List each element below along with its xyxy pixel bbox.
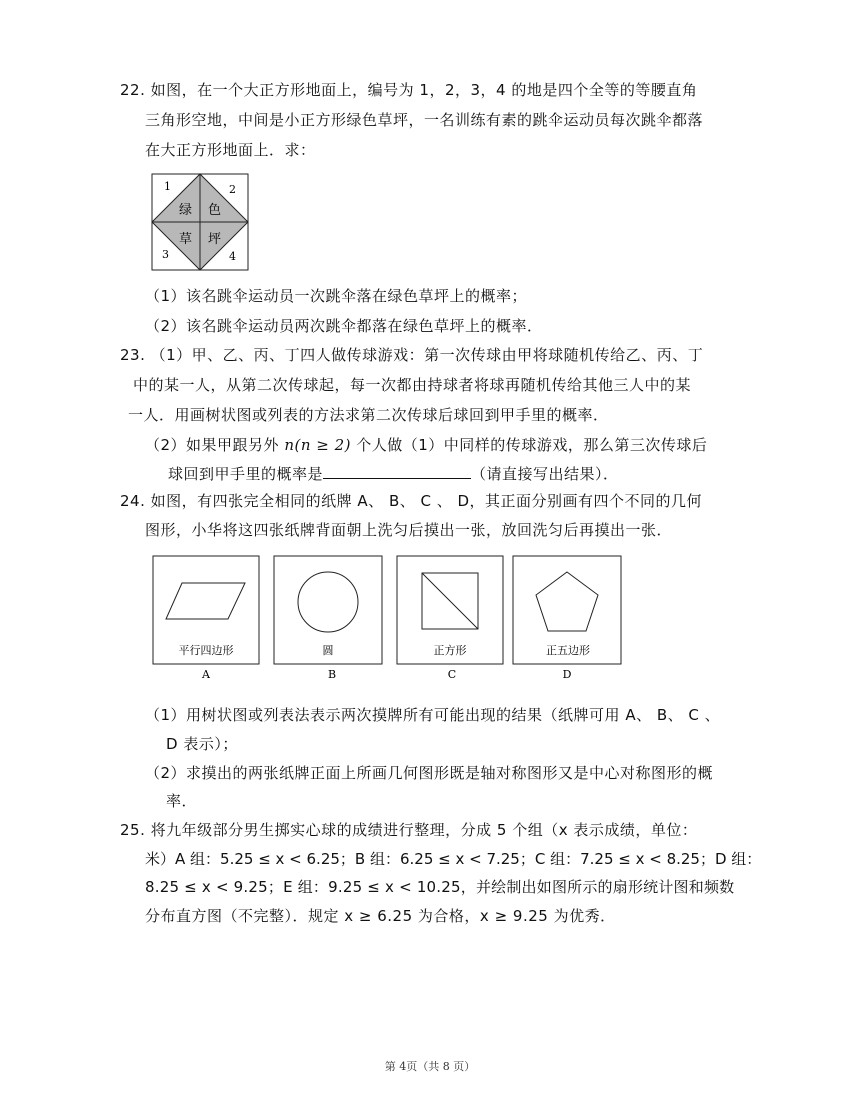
q24-sub2-line-2: 率． (166, 792, 198, 810)
q23-math-n: n(n ≥ 2) (284, 436, 351, 454)
q23-sub2-line-1: （2）如果甲跟另外 n(n ≥ 2) 个人做（1）中同样的传球游戏，那么第三次传球后 (145, 436, 708, 454)
lawn-label-2: 色 (208, 203, 222, 218)
q22-line-1: 22. 如图，在一个大正方形地面上，编号为 1，2，3，4 的地是四个全等的等腰直角 (120, 81, 698, 99)
q22-sub2: （2）该名跳伞运动员两次跳伞都落在绿色草坪上的概率． (145, 317, 543, 335)
q25-line-3: 8.25 ≤ x < 9.25；E 组：9.25 ≤ x < 10.25，并绘制出如图所示的扇形统计图和频数 (145, 878, 735, 896)
page-footer: 第 4页（共 8 页） (384, 1060, 476, 1073)
q24-sub1-line-1: （1）用树状图或列表法表示两次摸牌所有可能出现的结果（纸牌可用 A、 B、 C 、 (145, 706, 721, 724)
card-a (153, 556, 259, 681)
q23-sub2-line-2: 球回到甲手里的概率是 （请直接写出结果）． (168, 462, 619, 484)
card-d-caption: 正五边形 (546, 644, 590, 657)
lawn-label-3: 草 (179, 232, 193, 247)
q22-sub1: （1）该名跳伞运动员一次跳伞落在绿色草坪上的概率； (145, 287, 528, 305)
card-b (274, 556, 382, 681)
q25-line-1: 25. 将九年级部分男生掷实心球的成绩进行整理，分成 5 个组（x 表示成绩，单位： (120, 821, 698, 839)
card-c-caption: 正方形 (433, 644, 467, 657)
q25-number: 25. (120, 821, 146, 839)
q22-line-2: 三角形空地，中间是小正方形绿色草坪，一名训练有素的跳伞运动员每次跳伞都落 (145, 111, 704, 129)
q25-line-2: 米）A 组：5.25 ≤ x < 6.25；B 组：6.25 ≤ x < 7.25；C 组：7.25 ≤ x < 8.25；D 组： (145, 850, 762, 868)
q24-sub1-line-2: D 表示）； (166, 735, 238, 753)
lawn-label-4: 坪 (208, 232, 222, 247)
card-d (513, 556, 621, 681)
q22-line-3: 在大正方形地面上．求： (145, 141, 316, 159)
q24-cards-figure (150, 553, 625, 683)
q23-line-1: 23. （1）甲、乙、丙、丁四人做传球游戏：第一次传球由甲将球随机传给乙、丙、丁 (120, 346, 704, 364)
q23-number: 23. (120, 346, 146, 364)
card-d-letter: D (562, 668, 572, 681)
corner-label-3: 3 (162, 248, 169, 261)
card-b-caption: 圆 (322, 644, 334, 657)
answer-blank (323, 462, 471, 479)
lawn-label-1: 绿 (179, 203, 193, 218)
q24-number: 24. (120, 492, 146, 510)
corner-label-4: 4 (229, 250, 236, 263)
q22-square-figure (150, 172, 252, 272)
card-c (397, 556, 503, 681)
card-c-letter: C (447, 668, 457, 681)
q24-sub2-line-1: （2）求摸出的两张纸牌正面上所画几何图形既是轴对称图形又是中心对称图形的概 (145, 764, 714, 782)
q22-number: 22. (120, 81, 146, 99)
corner-label-2: 2 (229, 183, 236, 196)
q24-line-2: 图形，小华将这四张纸牌背面朝上洗匀后摸出一张，放回洗匀后再摸出一张． (145, 521, 673, 539)
q23-line-2: 中的某一人，从第二次传球起，每一次都由持球者将球再随机传给其他三人中的某 (133, 376, 692, 394)
card-a-caption: 平行四边形 (178, 644, 234, 657)
q23-line-3: 一人．用画树状图或列表的方法求第二次传球后球回到甲手里的概率． (128, 406, 609, 424)
q25-line-4: 分布直方图（不完整）．规定 x ≥ 6.25 为合格，x ≥ 9.25 为优秀． (145, 907, 616, 925)
card-b-letter: B (327, 668, 337, 681)
card-a-letter: A (202, 668, 210, 681)
corner-label-1: 1 (164, 180, 171, 193)
q24-line-1: 24. 如图，有四张完全相同的纸牌 A、 B、 C 、 D，其正面分别画有四个不同的几何 (120, 492, 703, 510)
